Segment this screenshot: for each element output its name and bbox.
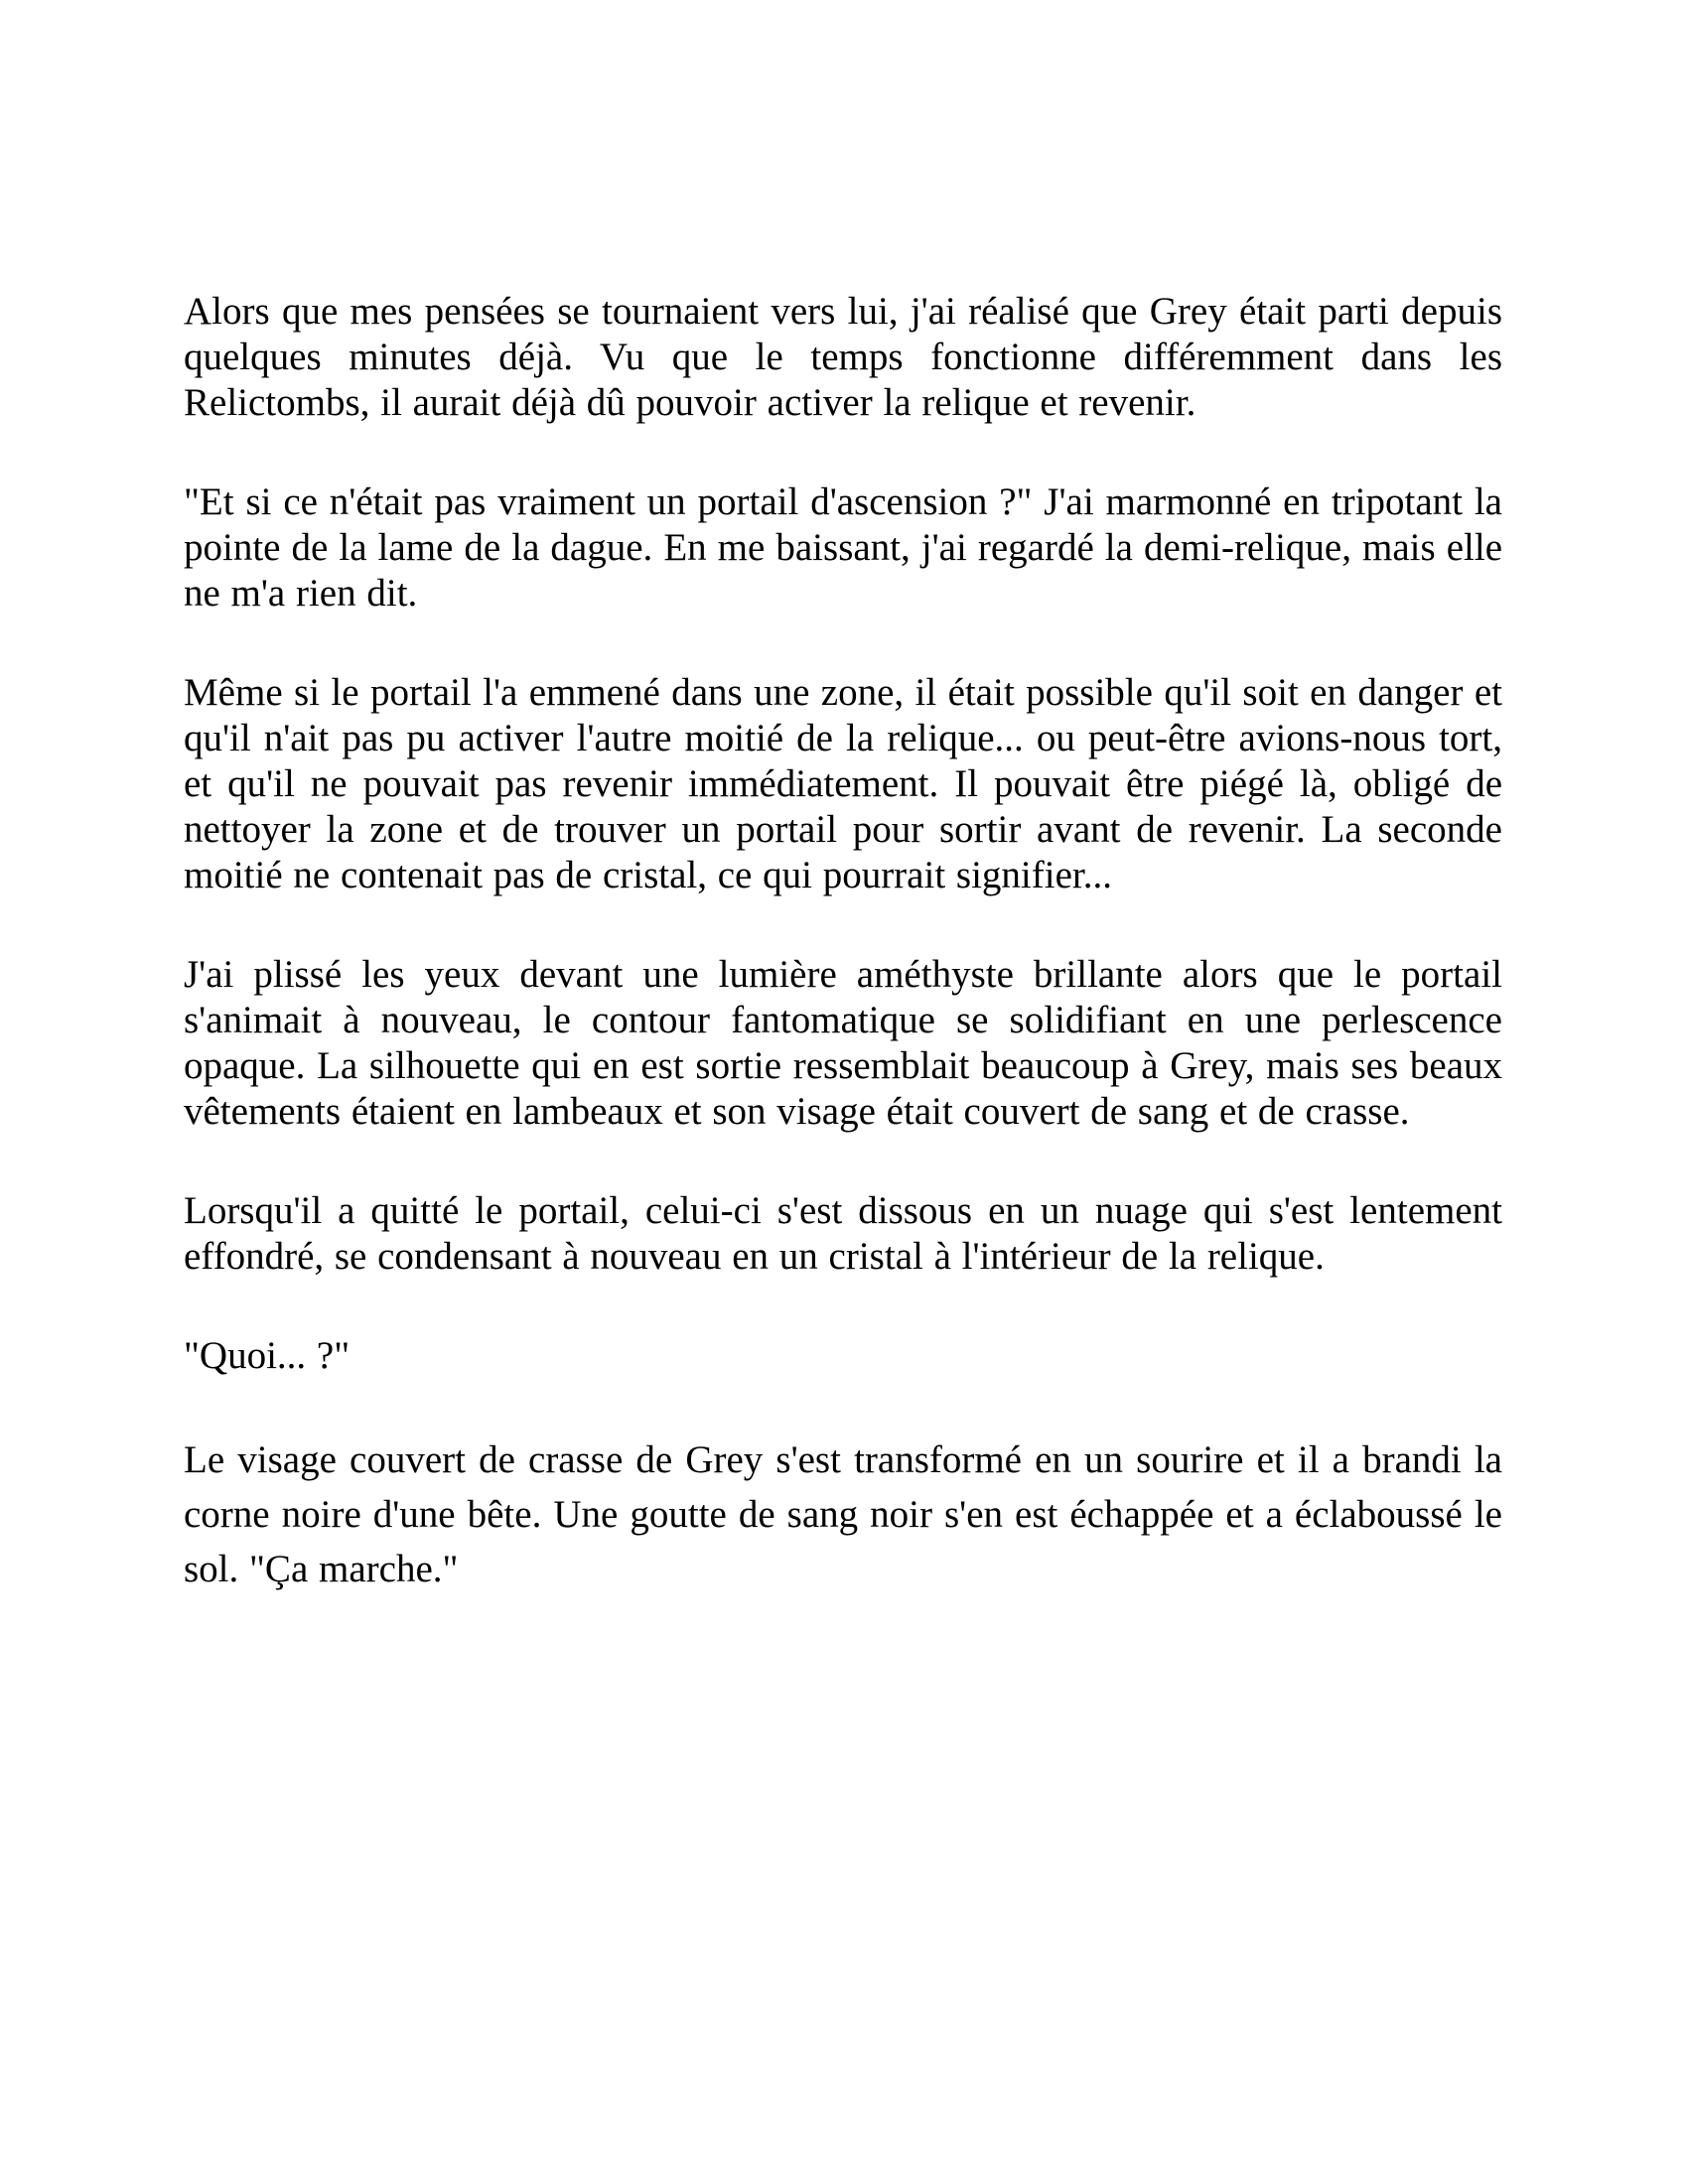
paragraph-4: J'ai plissé les yeux devant une lumière améthyste brillante alors que le portail s'animait à nouveau, le contour fantomatique se solidifiant en une perlescence opaque. La silhouette qui en est sortie ressemblait beaucoup à Grey, mais ses beaux vêtements étaient en lambeaux et son visage était couvert de sang et de crasse. <box>184 953 1502 1133</box>
paragraph-3: Même si le portail l'a emmené dans une zone, il était possible qu'il soit en danger et qu'il n'ait pas pu activer l'autre moitié de la relique... ou peut-être avions-nous tort, et qu'il ne pouvait pas revenir immédiatement. Il pouvait être piégé là, obligé de nettoyer la zone et de trouver un portail pour sortir avant de revenir. La seconde moitié ne contenait pas de cristal, ce qui pourrait signifier... <box>184 671 1502 896</box>
paragraph-7: Le visage couvert de crasse de Grey s'est transformé en un sourire et il a brandi la corne noire d'une bête. Une goutte de sang noir s'en est échappée et a éclaboussé le sol. "Ça marche." <box>184 1438 1502 1590</box>
paragraph-6: "Quoi... ?" <box>184 1334 351 1377</box>
paragraph-1: Alors que mes pensées se tournaient vers lui, j'ai réalisé que Grey était parti depuis quelques minutes déjà. Vu que le temps fonctionne différemment dans les Relictombs, il aurait déjà dû pouvoir activer la relique et revenir. <box>184 290 1502 424</box>
paragraph-5: Lorsqu'il a quitté le portail, celui-ci s'est dissous en un nuage qui s'est lentement effondré, se condensant à nouveau en un cristal à l'intérieur de la relique. <box>184 1189 1502 1278</box>
paragraph-2: "Et si ce n'était pas vraiment un portail d'ascension ?" J'ai marmonné en tripotant la pointe de la lame de la dague. En me baissant, j'ai regardé la demi-relique, mais elle ne m'a rien dit. <box>184 480 1502 614</box>
text-block <box>184 289 1502 1650</box>
